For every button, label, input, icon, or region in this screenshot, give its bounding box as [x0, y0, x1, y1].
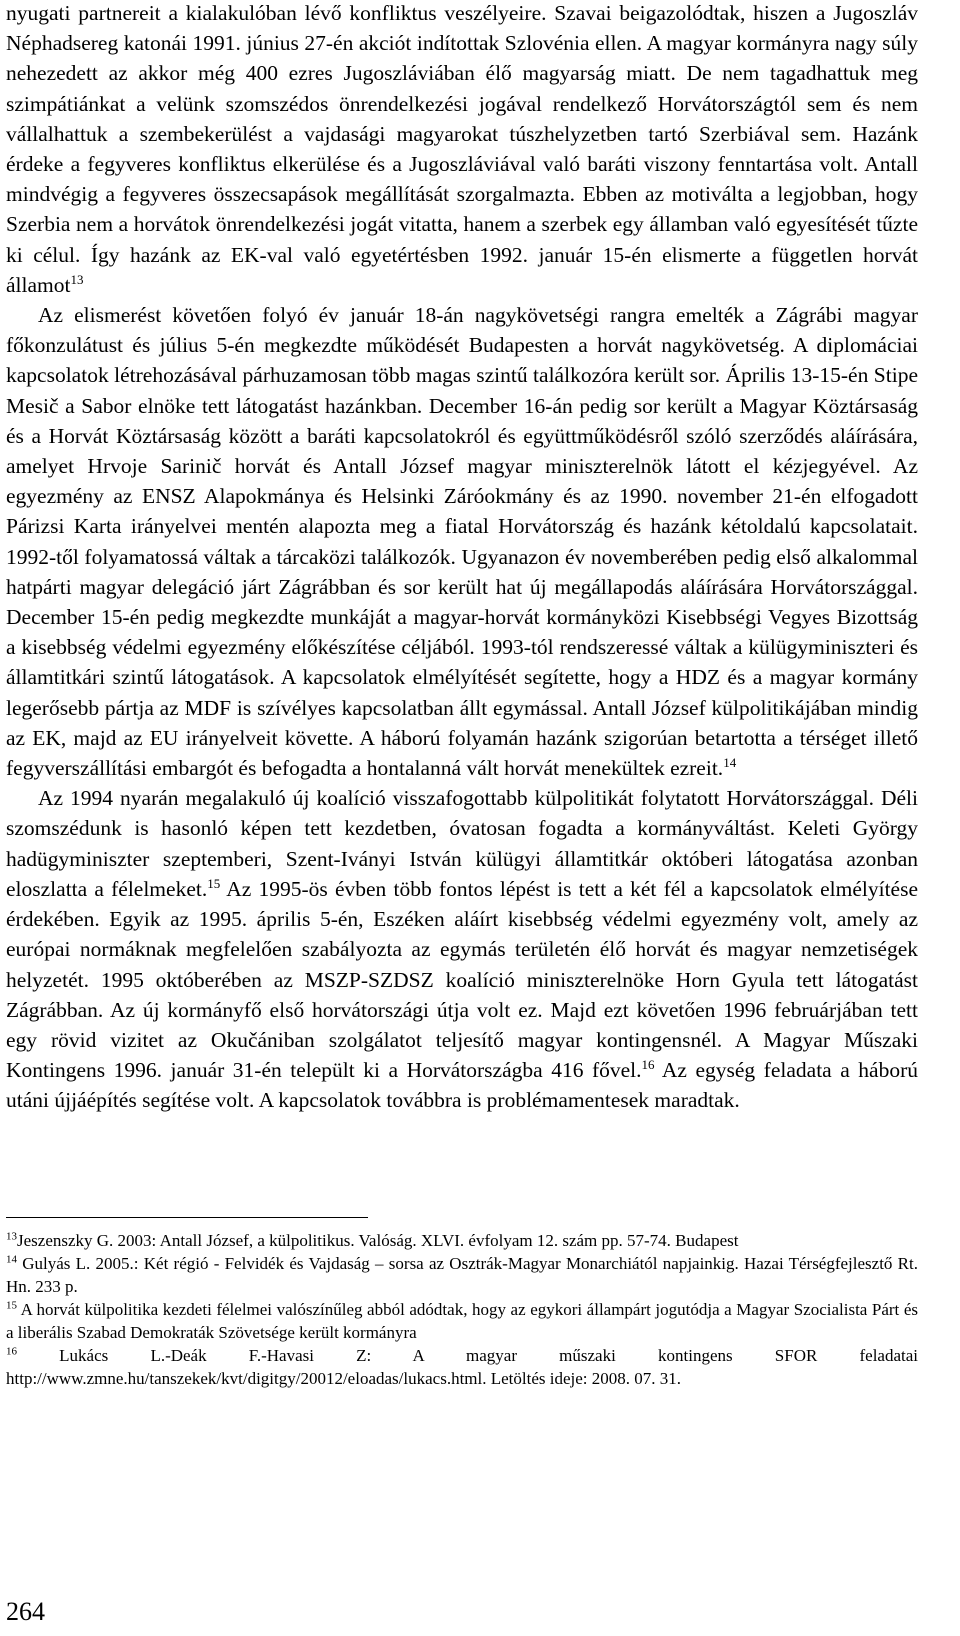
paragraph-text: Az 1994 nyarán megalakuló új koalíció visszafogottabb külpolitikát folytatott Horvátországgal. Déli szomszédunk is hasonló képen tett kezdetben, óvatosan fogadta a kormányváltást. Keleti György hadügyminiszter szeptemberi, Szent-Iványi István külügyi államtitkár októberi látogatása azonban eloszlatta a félelmeket.	[6, 786, 918, 901]
footnote-text: Gulyás L. 2005.: Két régió - Felvidék és Vajdaság – sorsa az Osztrák-Magyar Monarchiától napjainkig. Hazai Térségfejlesztő Rt. Hn. 233 p.	[6, 1254, 918, 1296]
paragraph	[6, 300, 918, 783]
footnote-number: 16	[6, 1345, 17, 1358]
paragraph-text: Az 1995-ös évben több fontos lépést is tett a két fél a kapcsolatok elmélyítése érdekében. Egyik az 1995. április 5-én, Eszéken aláírt kisebbség védelmi egyezmény volt, amely az európai normáknak megfelelően szabályozta az egymás területén élő horvát és magyar nemzetiségek helyzetét. 1995 októberében az MSZP-SZDSZ koalíció miniszterelnöke Horn Gyula tett látogatást Zágrábban. Az új kormányfő első horvátországi útja volt ez. Majd ezt követően 1996 februárjában tett egy rövid vizitet az Okučániban szolgálatot teljesítő magyar kontingensnél. A Magyar Műszaki Kontingens 1996. január 31-én települt ki a Horvátországba 416 fővel.	[6, 876, 918, 1083]
footnote-ref: 13	[70, 271, 84, 287]
paragraph	[6, 0, 918, 300]
footnote-ref: 14	[723, 754, 737, 770]
footnote-separator	[6, 1217, 368, 1218]
footnote-ref: 15	[207, 875, 221, 891]
body-text	[6, 0, 918, 1116]
paragraph-text: Az egység feladata a háború utáni újjáépítés segítése volt. A kapcsolatok továbbra is problémamentesek maradtak.	[6, 1058, 918, 1113]
footnote-number: 13	[6, 1230, 17, 1243]
paragraph-text: nyugati partnereit a kialakulóban lévő konfliktus veszélyeire. Szavai beigazolódtak, hiszen a Jugoszláv Néphadsereg katonái 1991. június 27-én akciót indítottak Szlovénia ellen. A magyar kormányra nagy súly nehezedett az akkor még 400 ezres Jugoszláviában élő magyarság miatt. De nem tagadhattuk meg szimpátiánkat a velünk szomszédos önrendelkezési jogával rendelkező Horvátországtól sem és nem vállalhattuk a szembekerülést a vajdasági magyarokat túszhelyzetben tartó Szerbiával sem. Hazánk érdeke a fegyveres konfliktus elkerülése és a Jugoszláviával való baráti viszony fenntartása volt. Antall mindvégig a fegyveres összecsapások megállítását szorgalmazta. Ebben az motiválta a legjobban, hogy Szerbia nem a horvátok önrendelkezési jogát vitatta, hanem a szerbek egy államban való egyesítését tűzte ki célul. Így hazánk az EK-val való egyetértésben 1992. január 15-én elismerte a független horvát államot	[6, 1, 918, 297]
footnote	[6, 1344, 918, 1390]
footnote-number: 14	[6, 1253, 17, 1266]
footnote-number: 15	[6, 1299, 17, 1312]
footnote	[6, 1298, 918, 1344]
paragraph-text: Az elismerést követően folyó év január 18-án nagykövetségi rangra emelték a Zágrábi magyar főkonzulátust és július 5-én megkezdte működését Budapesten a horvát nagykövetség. A diplomáciai kapcsolatok létrehozásával párhuzamosan több magas szintű találkozóra került sor. Április 13-15-én Stipe Mesič a Sabor elnöke tett látogatást hazánkban. December 16-án pedig sor került a Magyar Köztársaság és a Horvát Köztársaság között a baráti kapcsolatokról és együttműködésről szóló szerződés aláírására, amelyet Hrvoje Sarinič horvát és Antall József magyar miniszterelnök látott el kézjegyével. Az egyezmény az ENSZ Alapokmánya és Helsinki Záróokmány és az 1990. november 21-én elfogadott Párizsi Karta irányelvei mentén alapozta meg a fiatal Horvátország és hazánk kétoldalú kapcsolatait. 1992-től folyamatossá váltak a tárcaközi találkozók. Ugyanazon év novemberében pedig első alkalommal hatpárti magyar delegáció járt Zágrábban és sor került hat új megállapodás aláírására Horvátországgal. December 15-én pedig megkezdte munkáját a magyar-horvát kormányközi Kisebbségi Vegyes Bizottság a kisebbség védelmi egyezmény előkészítése céljából. 1993-tól rendszeressé váltak a külügyminiszteri és államtitkári szintű látogatások. A kapcsolatok elmélyítését segítette, hogy a HDZ és a magyar kormány legerősebb pártja az MDF is szívélyes kapcsolatban állt egymással. Antall József külpolitikájában mindig az EK, majd az EU irányelveit követte. A háború folyamán hazánk szigorúan betartotta a térséget illető fegyverszállítási embargót és befogadta a hontalanná vált horvát menekültek ezreit.	[6, 303, 918, 781]
footnote-text: Jeszenszky G. 2003: Antall József, a külpolitikus. Valóság. XLVI. évfolyam 12. szám pp. 57-74. Budapest	[17, 1231, 739, 1250]
footnote-text: Lukács L.-Deák F.-Havasi Z: A magyar műszaki kontingens SFOR feladatai http://www.zmne.hu/tanszekek/kvt/digitgy/20012/eloadas/lukacs.html. Letöltés ideje: 2008. 07. 31.	[6, 1346, 918, 1388]
footnotes	[6, 1229, 918, 1390]
page-number: 264	[6, 1597, 45, 1626]
paragraph	[6, 783, 918, 1115]
footnote	[6, 1252, 918, 1298]
footnote-ref: 16	[641, 1056, 655, 1072]
footnote	[6, 1229, 918, 1252]
footnote-text: A horvát külpolitika kezdeti félelmei valószínűleg abból adódtak, hogy az egykori állampárt jogutódja a Magyar Szocialista Párt és a liberális Szabad Demokraták Szövetsége került kormányra	[6, 1300, 918, 1342]
